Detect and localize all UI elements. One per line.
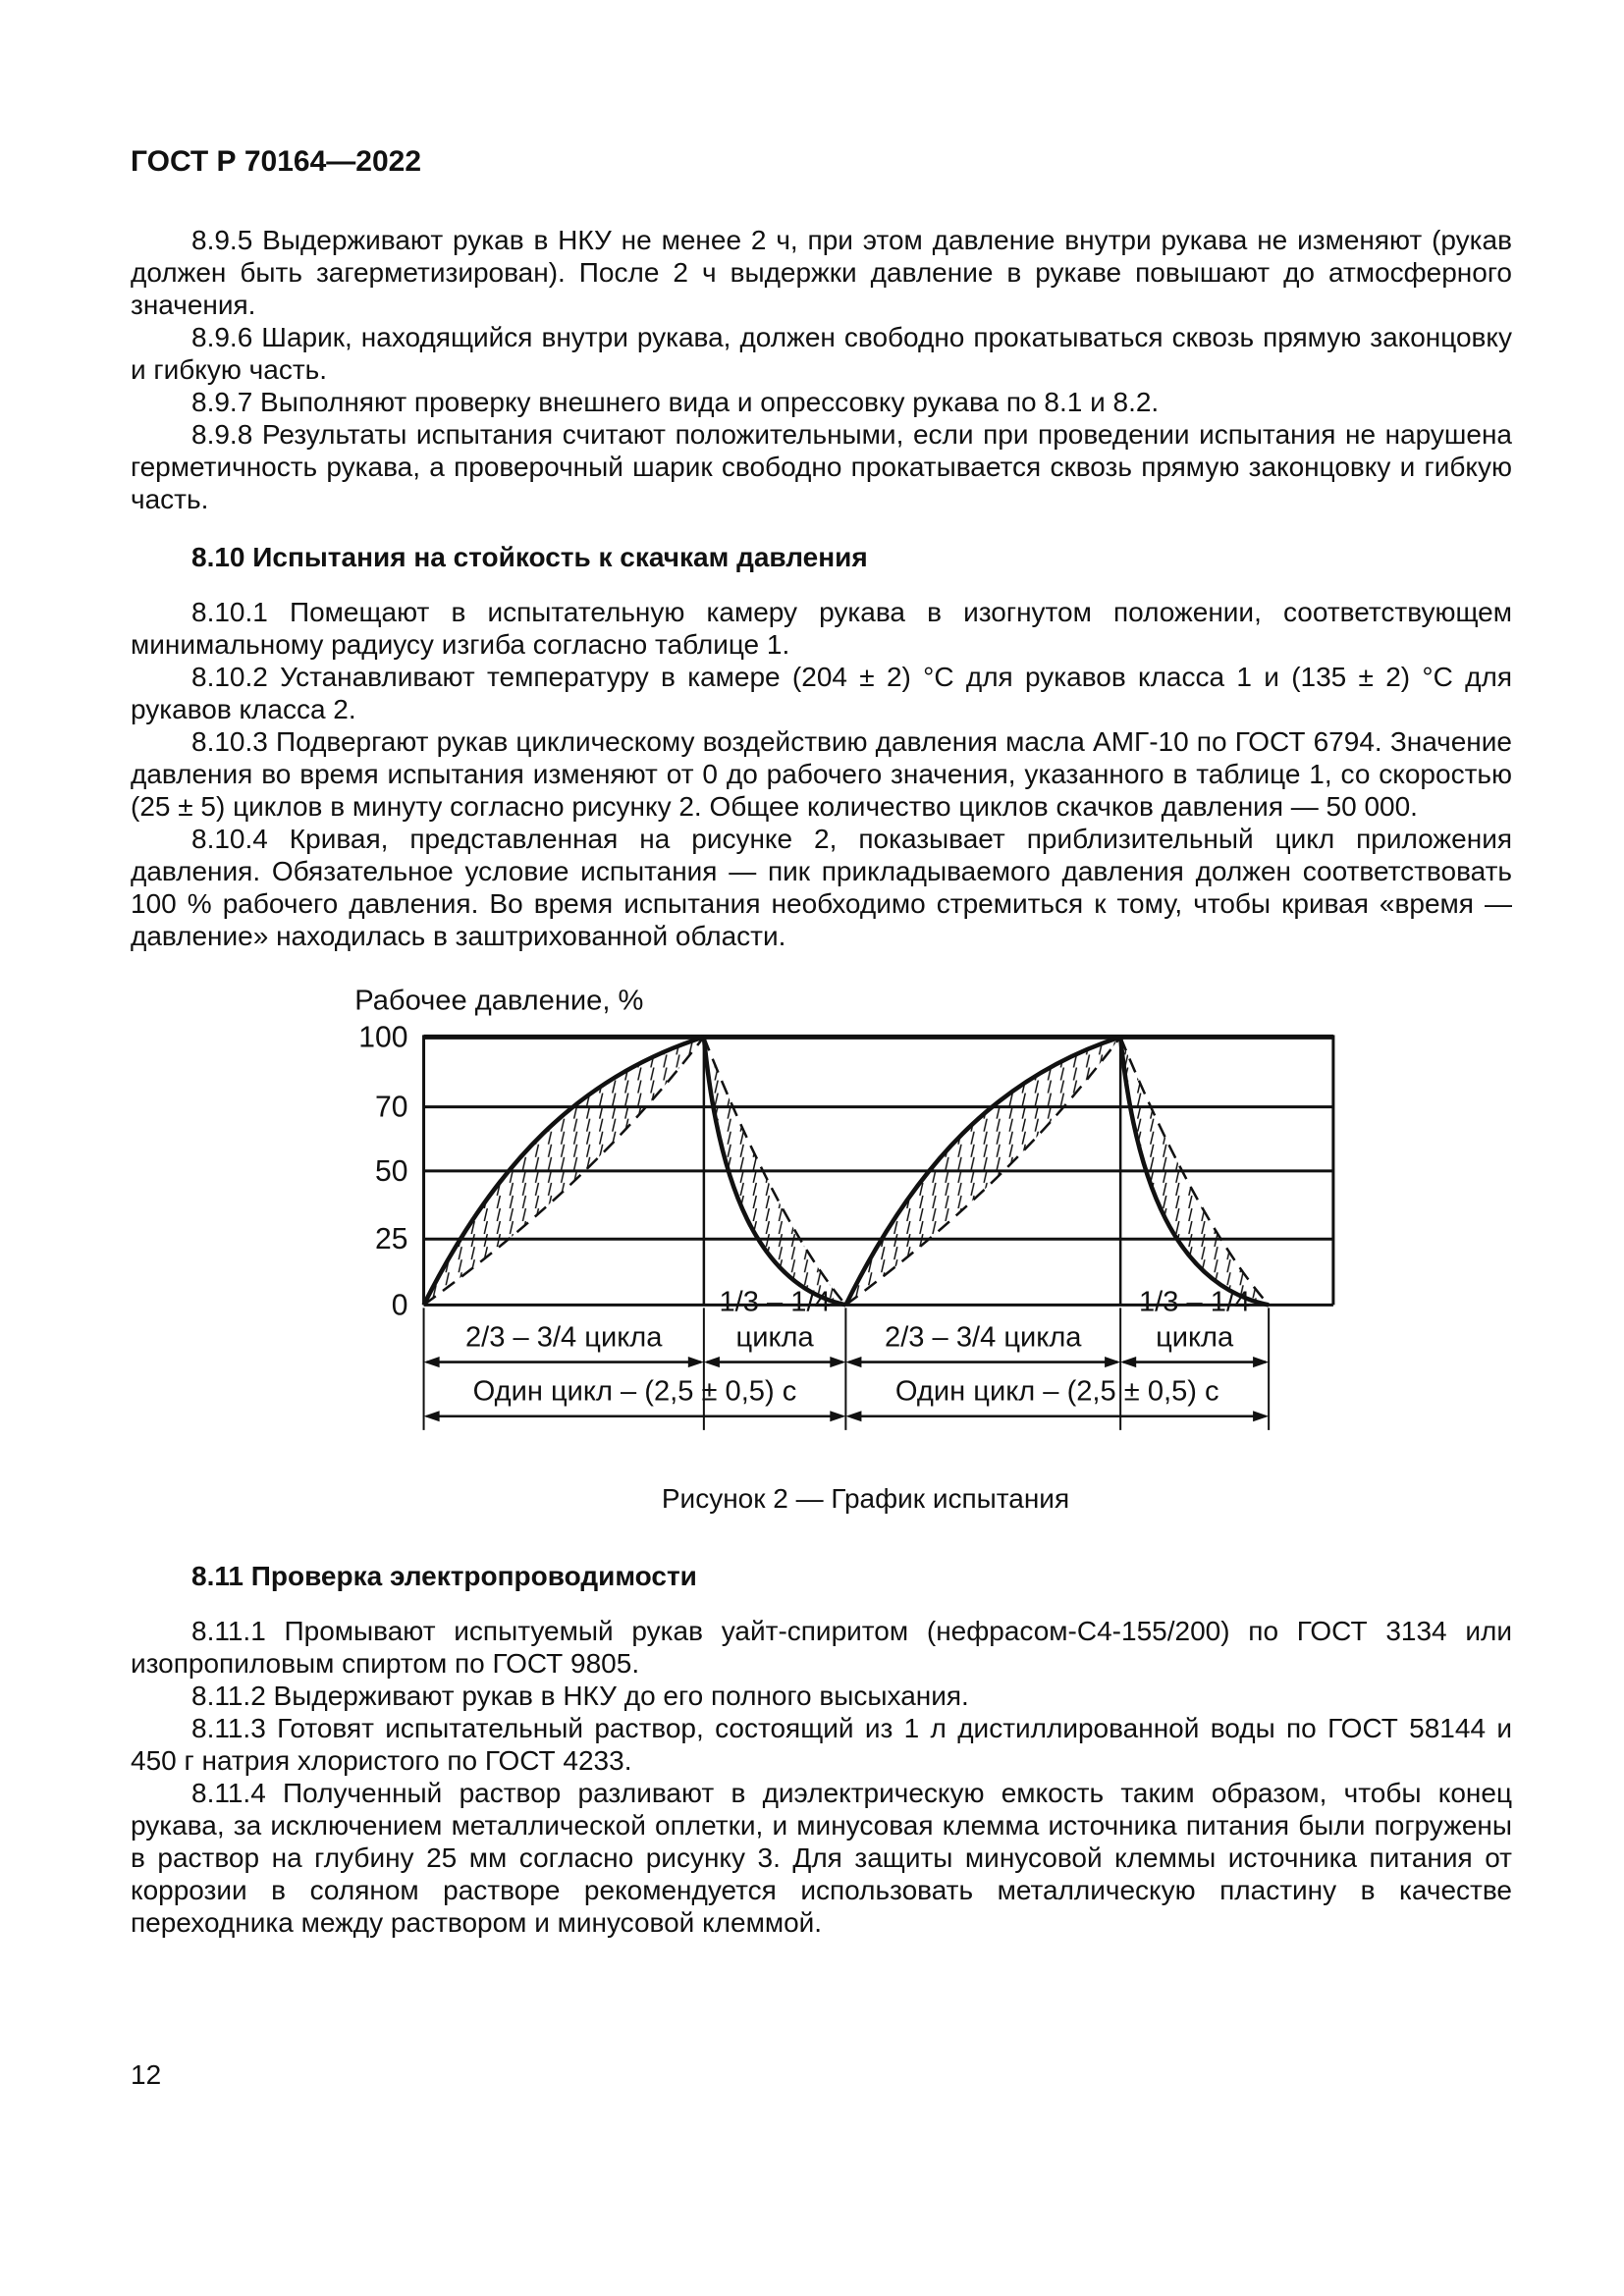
paragraph-8-9-8: 8.9.8 Результаты испытания считают положительными, если при проведении испытания не нарушена герметичность рукава, а проверочный шарик свободно прокатывается сквозь прямую законцовку и гибкую часть. <box>131 419 1512 514</box>
cycle-duration-label: Один цикл – (2,5 ± 0,5) с <box>894 1375 1219 1408</box>
document-header: ГОСТ Р 70164—2022 <box>131 145 422 178</box>
page-number: 12 <box>131 2059 162 2090</box>
arrowhead-icon <box>704 1357 720 1367</box>
paragraph-8-9-5: 8.9.5 Выдерживают рукав в НКУ не менее 2 ч, при этом давление внутри рукава не изменяют (рукав должен быть загерметизирован). После 2 ч выдержки давление в рукаве повышают до атмосферного значения. <box>131 225 1512 320</box>
arrowhead-icon <box>424 1357 440 1367</box>
paragraph-8-10-4: 8.10.4 Кривая, представленная на рисунке 2, показывает приблизительный цикл приложения давления. Обязательное условие испытания — пик прикладываемого давления должен соответствовать 100 % рабочего давления. Во время испытания необходимо стремиться к тому, чтобы кривая «время — давление» находилась в заштрихованной области. <box>131 824 1512 951</box>
paragraph-8-11-2: 8.11.2 Выдерживают рукав в НКУ до его полного высыхания. <box>191 1681 969 1711</box>
paragraph-8-11-1: 8.11.1 Промывают испытуемый рукав уайт-спиритом (нефрасом-С4-155/200) по ГОСТ 3134 или изопропиловым спиртом по ГОСТ 9805. <box>131 1616 1512 1679</box>
arrowhead-icon <box>1120 1357 1136 1367</box>
arrowhead-icon <box>845 1357 861 1367</box>
fall-duration-label-line2: цикла <box>1156 1321 1234 1354</box>
arrowhead-icon <box>830 1411 845 1421</box>
figure-y-axis-label: Рабочее давление, % <box>354 985 644 1017</box>
section-heading-8-11: 8.11 Проверка электропроводимости <box>191 1561 697 1591</box>
y-tick-label-25: 25 <box>375 1223 408 1256</box>
paragraph-8-10-1: 8.10.1 Помещают в испытательную камеру рукава в изогнутом положении, соответствующем минимальному радиусу изгиба согласно таблице 1. <box>131 597 1512 660</box>
arrowhead-icon <box>1253 1357 1269 1367</box>
y-tick-label-50: 50 <box>375 1154 408 1188</box>
paragraph-8-11-4: 8.11.4 Полученный раствор разливают в диэлектрическую емкость таким образом, чтобы конец рукава, за исключением металлической оплетки, и минусовая клемма источника питания были погружены в раствор на глубину 25 мм согласно рисунку 3. Для защиты минусовой клеммы источника питания от коррозии в соляном растворе рекомендуется использовать металлическую пластину в качестве переходника между раствором и минусовой клеммой. <box>131 1778 1512 1938</box>
rise-duration-label: 2/3 – 3/4 цикла <box>464 1321 663 1354</box>
arrowhead-icon <box>845 1411 861 1421</box>
fall-duration-label-line1: 1/3 – 1/4 <box>1139 1286 1251 1318</box>
figure-2 <box>274 978 1358 1446</box>
arrowhead-icon <box>1105 1357 1120 1367</box>
y-tick-label-100: 100 <box>358 1021 408 1054</box>
paragraph-8-9-6: 8.9.6 Шарик, находящийся внутри рукава, должен свободно прокатываться сквозь прямую законцовку и гибкую часть. <box>131 322 1512 385</box>
figure-2-chart <box>274 978 1358 1441</box>
paragraph-8-10-2: 8.10.2 Устанавливают температуру в камере (204 ± 2) °С для рукавов класса 1 и (135 ± 2) °С для рукавов класса 2. <box>131 662 1512 724</box>
arrowhead-icon <box>830 1357 845 1367</box>
fall-duration-label-line1: 1/3 – 1/4 <box>719 1286 831 1318</box>
arrowhead-icon <box>424 1411 440 1421</box>
arrowhead-icon <box>688 1357 704 1367</box>
fall-duration-label-line2: цикла <box>735 1321 814 1354</box>
y-tick-label-70: 70 <box>375 1091 408 1124</box>
paragraph-8-10-3: 8.10.3 Подвергают рукав циклическому воздействию давления масла АМГ-10 по ГОСТ 6794. Значение давления во время испытания изменяют от 0 до рабочего значения, указанного в таблице 1, со скоростью (25 ± 5) циклов в минуту согласно рисунку 2. Общее количество циклов скачков давления — 50 000. <box>131 726 1512 822</box>
rise-duration-label: 2/3 – 3/4 цикла <box>885 1321 1082 1354</box>
cycle-duration-label: Один цикл – (2,5 ± 0,5) с <box>472 1375 797 1408</box>
y-tick-label-0: 0 <box>391 1289 408 1322</box>
arrowhead-icon <box>1253 1411 1269 1421</box>
figure-2-caption: Рисунок 2 — График испытания <box>661 1483 1070 1514</box>
section-heading-8-10: 8.10 Испытания на стойкость к скачкам давления <box>191 542 868 572</box>
paragraph-8-9-7: 8.9.7 Выполняют проверку внешнего вида и опрессовку рукава по 8.1 и 8.2. <box>191 387 1160 417</box>
paragraph-8-11-3: 8.11.3 Готовят испытательный раствор, состоящий из 1 л дистиллированной воды по ГОСТ 58144 и 450 г натрия хлористого по ГОСТ 4233. <box>131 1713 1512 1776</box>
